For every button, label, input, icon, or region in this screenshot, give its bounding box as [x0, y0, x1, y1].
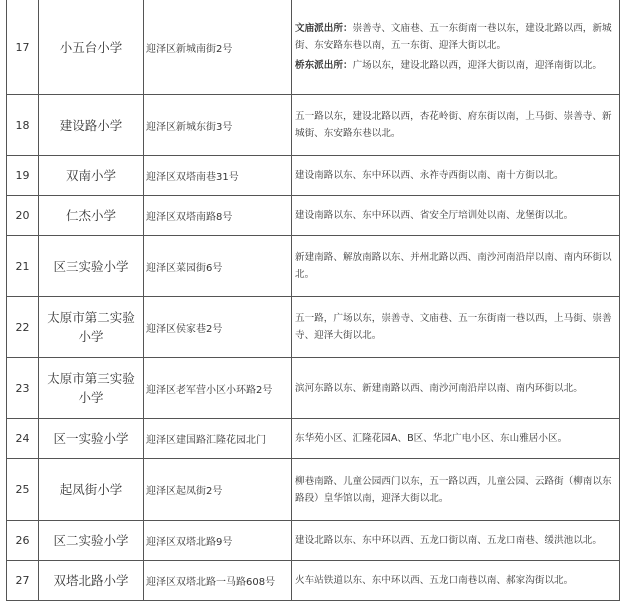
table-row	[7, 156, 620, 196]
school-name: 双南小学	[39, 156, 144, 196]
row-number: 18	[7, 95, 39, 156]
table-row	[7, 95, 620, 156]
table-row	[7, 459, 620, 521]
school-address: 迎泽区双塔南巷31号	[144, 156, 292, 196]
enrollment-zone: 建设北路以东、东中环以西、五龙口街以南、五龙口南巷、缓洪池以北。	[292, 521, 620, 561]
enrollment-zone: 新建南路、解放南路以东、并州北路以西、南沙河南沿岸以南、南内环街以北。	[292, 236, 620, 297]
school-name: 仁杰小学	[39, 196, 144, 236]
school-name: 双塔北路小学	[39, 561, 144, 601]
school-district-table	[6, 0, 620, 601]
row-number: 25	[7, 459, 39, 521]
school-address: 迎泽区双塔南路8号	[144, 196, 292, 236]
row-number: 26	[7, 521, 39, 561]
school-address: 迎泽区老军营小区小环路2号	[144, 358, 292, 419]
school-address: 迎泽区菜园街6号	[144, 236, 292, 297]
table-row	[7, 358, 620, 419]
school-address: 迎泽区新城东街3号	[144, 95, 292, 156]
school-name: 太原市第三实验小学	[39, 358, 144, 419]
school-address: 迎泽区侯家巷2号	[144, 297, 292, 358]
school-address: 迎泽区起凤街2号	[144, 459, 292, 521]
school-name: 起凤街小学	[39, 459, 144, 521]
school-name: 区二实验小学	[39, 521, 144, 561]
row-number: 19	[7, 156, 39, 196]
enrollment-zone: 柳巷南路、儿童公园西门以东，五一路以西，儿童公园、云路街（柳南以东路段）皇华馆以南，迎泽大街以北。	[292, 459, 620, 521]
row-number: 20	[7, 196, 39, 236]
police-station-label: 文庙派出所：	[295, 23, 353, 34]
table-row	[7, 236, 620, 297]
table-row	[7, 561, 620, 601]
enrollment-zone: 火车站铁道以东、东中环以西、五龙口南巷以南、郝家沟街以北。	[292, 561, 620, 601]
school-address: 迎泽区新城南街2号	[144, 0, 292, 95]
enrollment-zone: 东华苑小区、汇隆花园A、B区、华北广电小区、东山雅居小区。	[292, 419, 620, 459]
row-number: 21	[7, 236, 39, 297]
zone-part-text: 崇善寺、文庙巷、五一东街南一巷以东，建设北路以西，新城街、东安路东巷以南，五一东街、迎泽大街以北。	[295, 23, 612, 51]
enrollment-zone: 建设南路以东、东中环以西、省安全厅培训处以南、龙堡街以北。	[292, 196, 620, 236]
table-row	[7, 297, 620, 358]
school-address: 迎泽区建国路汇隆花园北门	[144, 419, 292, 459]
zone-part	[295, 57, 615, 74]
enrollment-zone: 五一路以东，建设北路以西，杏花岭街、府东街以南，上马街、崇善寺、新城街、东安路东巷以北。	[292, 95, 620, 156]
zone-part	[295, 20, 615, 54]
school-name: 小五台小学	[39, 0, 144, 95]
school-name: 区三实验小学	[39, 236, 144, 297]
table-row	[7, 196, 620, 236]
school-name: 建设路小学	[39, 95, 144, 156]
enrollment-zone	[292, 0, 620, 95]
enrollment-zone: 建设南路以东、东中环以西、永祚寺西街以南、南十方街以北。	[292, 156, 620, 196]
row-number: 17	[7, 0, 39, 95]
table-row	[7, 419, 620, 459]
enrollment-zone: 五一路，广场以东，崇善寺、文庙巷、五一东街南一巷以西，上马街、崇善寺、迎泽大街以北。	[292, 297, 620, 358]
table-row	[7, 0, 620, 95]
school-name: 太原市第二实验小学	[39, 297, 144, 358]
row-number: 22	[7, 297, 39, 358]
zone-part-text: 广场以东，建设北路以西，迎泽大街以南，迎泽南街以北。	[352, 60, 602, 71]
row-number: 24	[7, 419, 39, 459]
school-address: 迎泽区双塔北路一马路608号	[144, 561, 292, 601]
police-station-label: 桥东派出所：	[295, 60, 353, 71]
table-row	[7, 521, 620, 561]
school-name: 区一实验小学	[39, 419, 144, 459]
school-address: 迎泽区双塔北路9号	[144, 521, 292, 561]
enrollment-zone: 滨河东路以东、新建南路以西、南沙河南沿岸以南、南内环街以北。	[292, 358, 620, 419]
row-number: 23	[7, 358, 39, 419]
row-number: 27	[7, 561, 39, 601]
